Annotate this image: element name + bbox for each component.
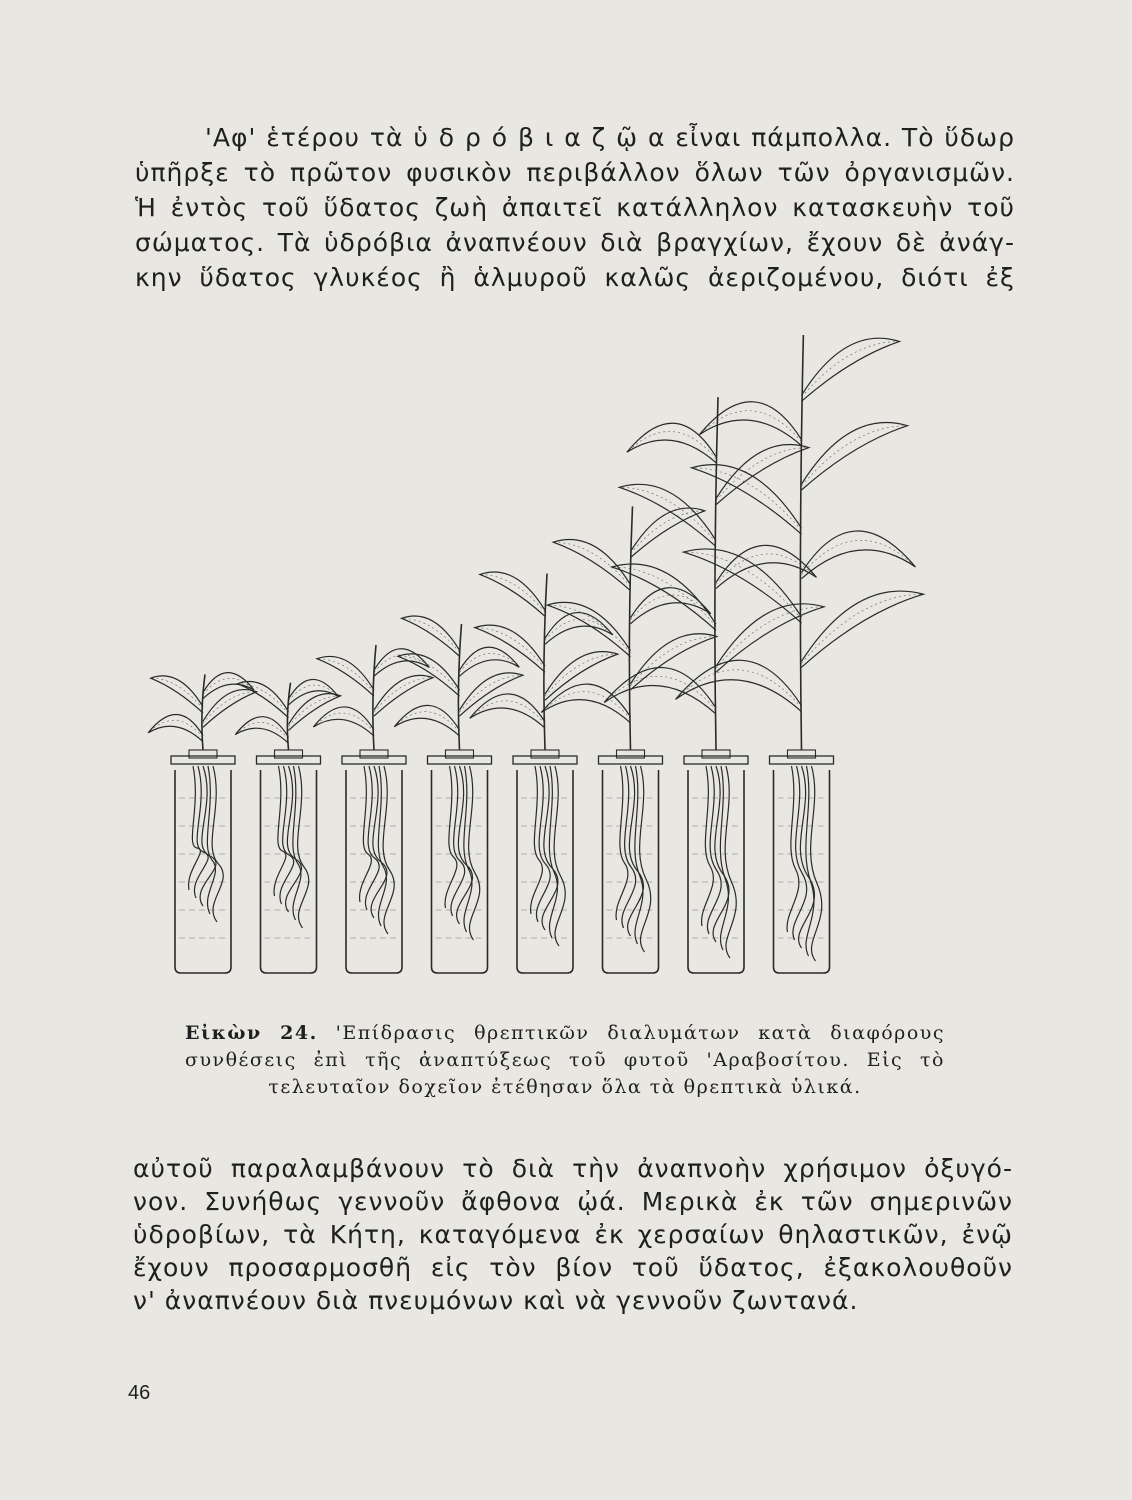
leaf-hatching xyxy=(151,678,203,709)
plant-leaf xyxy=(612,564,716,630)
root xyxy=(365,766,379,910)
plant-leaf xyxy=(700,402,802,446)
paragraph-line: ν' ἀναπνέουν διὰ πνευμόνων καὶ νὰ γεννοῦν ζωντανά. xyxy=(133,1286,859,1315)
plant-leaf xyxy=(317,656,374,696)
plant-leaf xyxy=(235,717,288,744)
culture-tube xyxy=(470,572,618,973)
paragraph-line: Ἡ ἐντὸς τοῦ ὕδατος ζωὴ ἀπαιτεῖ κατάλληλον κατασκευὴν τοῦ xyxy=(135,193,1015,222)
plant-leaf xyxy=(604,668,716,715)
tube-wall xyxy=(432,770,488,973)
top-paragraph xyxy=(135,120,1015,295)
root xyxy=(725,766,736,958)
root xyxy=(464,766,472,932)
plant-leaf xyxy=(394,705,459,736)
plant-leaf xyxy=(313,707,374,736)
culture-tube xyxy=(235,679,340,973)
leaf-hatching xyxy=(238,684,289,714)
root xyxy=(806,766,814,956)
leaf-hatching xyxy=(398,656,460,692)
tube-rim xyxy=(342,756,406,764)
root xyxy=(212,766,223,922)
plant-leaf xyxy=(692,465,802,535)
root xyxy=(189,766,201,890)
leaf-hatching xyxy=(374,678,433,712)
culture-tube xyxy=(541,506,716,973)
bottom-paragraph xyxy=(133,1152,1013,1317)
root xyxy=(280,766,294,904)
tube-wall xyxy=(688,770,744,973)
culture-tube xyxy=(394,616,523,973)
root xyxy=(378,766,386,926)
page-number: 46 xyxy=(128,1382,151,1404)
root xyxy=(194,766,208,898)
plant-leaf xyxy=(547,602,630,656)
plant-stem xyxy=(373,645,376,750)
plant-leaf xyxy=(619,484,716,546)
plant-leaf xyxy=(475,625,545,672)
plant-leaf xyxy=(684,549,802,623)
plant-leaf xyxy=(716,545,816,588)
leaf-hatching xyxy=(631,511,705,554)
root xyxy=(635,766,643,944)
root xyxy=(457,766,473,924)
leaf-hatching xyxy=(402,618,460,652)
root xyxy=(787,766,799,932)
tube-rim xyxy=(171,756,235,764)
tube-rim xyxy=(513,756,577,764)
root xyxy=(707,766,721,934)
plant-leaf xyxy=(631,634,717,690)
caption-line-3: τελευταῖον δοχεῖον ἐτέθησαν ὅλα τὰ θρεπτικὰ ὑλικά. xyxy=(268,1076,862,1098)
root xyxy=(640,766,651,952)
tube-rim xyxy=(428,756,492,764)
tube-stopper xyxy=(531,750,559,758)
caption-text: 'Επίδρασις θρεπτικῶν διαλυμάτων κατὰ διαφόρους xyxy=(335,1022,945,1044)
tube-rim xyxy=(257,756,321,764)
plant-leaf xyxy=(716,444,809,504)
root xyxy=(469,766,480,940)
caption-line-1 xyxy=(185,1020,945,1047)
paragraph-line: ὑπῆρξε τὸ πρῶτον φυσικὸν περιβάλλον ὅλων τῶν ὀργανισμῶν. xyxy=(135,158,1015,187)
plant-leaf xyxy=(545,652,618,700)
plant-leaf xyxy=(802,531,916,579)
tube-rim xyxy=(599,756,663,764)
root xyxy=(371,766,387,918)
root xyxy=(451,766,465,916)
leaf-hatching xyxy=(802,594,924,663)
root xyxy=(793,766,807,940)
tube-stopper xyxy=(360,750,388,758)
plant-leaf xyxy=(802,591,924,667)
tube-stopper xyxy=(788,750,816,758)
paragraph-line: νον. Συνήθως γεννοῦν ἄφθονα ᾠά. Μερικὰ ἐκ τῶν σημερινῶν xyxy=(133,1187,1013,1216)
plant-leaf xyxy=(374,675,433,716)
plant-leaf xyxy=(238,681,289,717)
root xyxy=(549,766,557,938)
paragraph-line: ἔχουν προσαρμοσθῆ εἰς τὸν βίον τοῦ ὕδατος, ἐξακολουθοῦν xyxy=(133,1253,1013,1282)
paragraph-line: σώματος. Τὰ ὑδρόβια ἀναπνέουν διὰ βραγχίων, ἔχουν δὲ ἀνάγ- xyxy=(135,228,1015,257)
root xyxy=(616,766,628,920)
plant-leaf xyxy=(398,654,460,696)
plant-leaf xyxy=(148,715,203,742)
paragraph-line: 'Αφ' ἑτέρου τὰ ὑ δ ρ ό β ι α ζ ῷ α εἶναι πάμπολλα. Τὸ ὕδωρ xyxy=(205,123,1015,152)
root xyxy=(811,766,822,961)
root xyxy=(298,766,309,928)
caption-figure-label: Εἰκὼν 24. xyxy=(185,1022,318,1044)
root xyxy=(554,766,565,946)
leaf-hatching xyxy=(480,574,545,612)
root xyxy=(720,766,728,950)
root xyxy=(445,766,457,908)
plant-leaf xyxy=(151,676,203,713)
root xyxy=(293,766,301,920)
maize-growth-illustration xyxy=(130,335,1010,985)
root xyxy=(360,766,372,902)
plant-leaf xyxy=(480,572,545,616)
tube-stopper xyxy=(189,750,217,758)
root xyxy=(207,766,215,914)
plant-stem xyxy=(715,397,718,750)
root xyxy=(542,766,558,930)
culture-tube xyxy=(148,673,257,973)
figure-caption xyxy=(185,1020,945,1101)
plant-leaf xyxy=(470,694,545,728)
plant-leaf xyxy=(460,647,520,676)
paragraph-line: αὐτοῦ παραλαμβάνουν τὸ διὰ τὴν ἀναπνοὴν χρήσιμον ὀξυγό- xyxy=(133,1154,1013,1183)
plant-leaf xyxy=(203,673,254,699)
tube-wall xyxy=(517,770,573,973)
leaf-hatching xyxy=(289,696,341,727)
tube-rim xyxy=(684,756,748,764)
tube-stopper xyxy=(702,750,730,758)
leaf-hatching xyxy=(203,692,257,723)
leaf-hatching xyxy=(545,654,618,696)
culture-tube xyxy=(604,397,824,973)
plant-leaf xyxy=(802,338,900,401)
culture-tube xyxy=(676,335,924,973)
leaf-hatching xyxy=(460,675,523,712)
root xyxy=(531,766,543,914)
root xyxy=(628,766,644,936)
plant-leaf xyxy=(541,684,630,723)
plant-leaf xyxy=(631,588,711,624)
leaf-hatching xyxy=(317,659,374,692)
paragraph-line: ὑδροβίων, τὰ Κήτη, καταγόμενα ἐκ χερσαίων θηλαστικῶν, ἐνῷ xyxy=(133,1220,1013,1249)
plant-leaf xyxy=(289,679,339,704)
root xyxy=(274,766,286,896)
caption-line-2: συνθέσεις ἐπὶ τῆς ἀναπτύξεως τοῦ φυτοῦ 'Αραβοσίτου. Εἰς τὸ xyxy=(185,1049,945,1071)
tube-wall xyxy=(346,770,402,973)
tube-wall xyxy=(603,770,659,973)
tube-stopper xyxy=(617,750,645,758)
tube-rim xyxy=(770,756,834,764)
plant-leaf xyxy=(627,423,716,462)
plant-leaf xyxy=(802,422,908,490)
root xyxy=(702,766,714,926)
plant-leaf xyxy=(676,660,802,711)
tube-stopper xyxy=(275,750,303,758)
plant-stem xyxy=(629,506,632,750)
root xyxy=(383,766,394,934)
tube-wall xyxy=(261,770,317,973)
paragraph-line: κην ὕδατος γλυκέος ἢ ἁλμυροῦ καλῶς ἀεριζομένου, διότι ἐξ xyxy=(135,263,1015,292)
tube-stopper xyxy=(446,750,474,758)
plant-leaf xyxy=(374,649,429,676)
